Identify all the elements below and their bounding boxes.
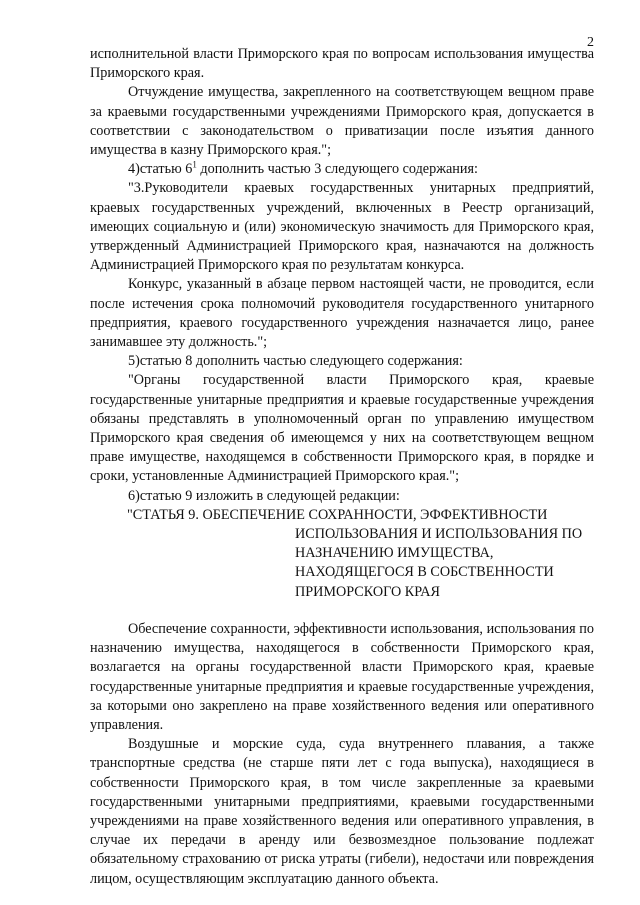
amendment-article-8: 5)статью 8 дополнить частью следующего содержания: bbox=[128, 353, 463, 370]
amendment-article-6-tail: дополнить частью 3 следующего содержания: bbox=[196, 161, 478, 178]
amendment-article-6-lead: 4)статью 6 bbox=[128, 161, 193, 178]
superscript-one: 1 bbox=[192, 159, 197, 170]
paragraph-preservation: Обеспечение сохранности, эффективности использования, использования по назначению имущества, находящегося в собственности Приморского края, возлагается на органы государственной власти Приморского края, краевые государственные унитарные предприятия и краевые государственные учреждения, за которыми оно закреплено на праве хозяйственного ведения или оперативного управления. bbox=[90, 620, 594, 733]
section-spacer bbox=[90, 602, 594, 620]
article-9-heading: "СТАТЬЯ 9. ОБЕСПЕЧЕНИЕ СОХРАННОСТИ, ЭФФЕКТИВНОСТИ ИСПОЛЬЗОВАНИЯ И ИСПОЛЬЗОВАНИЯ ПО НАЗНАЧЕНИЮ ИМУЩЕСТВА, НАХОДЯЩЕГОСЯ В СОБСТВЕННОСТИ ПРИМОРСКОГО КРАЯ bbox=[127, 506, 583, 600]
paragraph-alienation: Отчуждение имущества, закрепленного на соответствующем вещном праве за краевыми государственными учреждениями Приморского края, допускается в соответствии с законодательством о приватизации после изъятия данного имущества в казну Приморского края."; bbox=[90, 84, 594, 159]
document-body bbox=[90, 45, 594, 889]
paragraph-managers: "3.Руководители краевых государственных унитарных предприятий, краевых государственных учреждений, включенных в Реестр организаций, имеющих социальную и (или) экономическую значимость для Приморского края, утвержденный Администрацией Приморского края, назначаются на должность Администрацией Приморского края по результатам конкурса. bbox=[90, 180, 594, 274]
page-number: 2 bbox=[587, 35, 594, 50]
amendment-article-6 bbox=[90, 160, 594, 179]
paragraph-continuation: исполнительной власти Приморского края по вопросам использования имущества Приморского края. bbox=[90, 46, 594, 82]
paragraph-authorities: "Органы государственной власти Приморского края, краевые государственные унитарные предприятия и краевые государственные учреждения обязаны представлять в уполномоченный орган по управлению имуществом Приморского края сведения об имеющемся у них на соответствующем вещном праве имуществе, находящемся в собственности Приморского края, в порядке и сроки, установленные Администрацией Приморского края."; bbox=[90, 372, 594, 485]
paragraph-contest: Конкурс, указанный в абзаце первом настоящей части, не проводится, если после истечения срока полномочий руководителя государственного унитарного предприятия, краевого государственного учреждения назначается лицо, ранее занимавшее эту должность."; bbox=[90, 276, 594, 351]
paragraph-insurance: Воздушные и морские суда, суда внутреннего плавания, а также транспортные средства (не старше пяти лет с года выпуска), находящиеся в собственности Приморского края, в том числе закрепленные за краевыми государственными унитарными предприятиями, краевыми государственными учреждениями на праве хозяйственного ведения или оперативного управления, в случае их передачи в аренду или безвозмездное пользование подлежат обязательному страхованию от риска утраты (гибели), недостачи или повреждения лицом, осуществляющим эксплуатацию данного объекта. bbox=[90, 736, 594, 887]
amendment-article-9: 6)статью 9 изложить в следующей редакции: bbox=[128, 487, 400, 504]
